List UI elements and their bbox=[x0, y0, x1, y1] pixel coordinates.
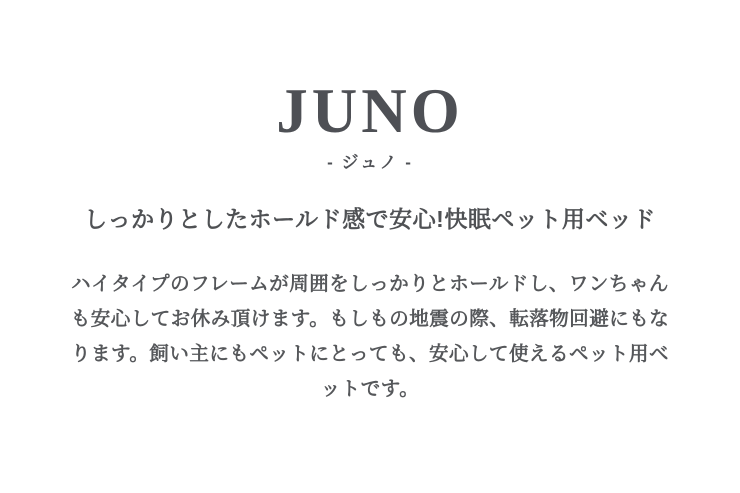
product-headline: しっかりとしたホールド感で安心!快眠ペット用ベッド bbox=[84, 206, 656, 232]
brand-logo: JUNO bbox=[276, 76, 464, 146]
product-description: ハイタイプのフレームが周囲をしっかりとホールドし、ワンちゃんも安心してお休み頂けます。もしもの地震の際、転落物回避にもなります。飼い主にもペットにとっても、安心して使えるペット用ベットです。 bbox=[70, 273, 670, 400]
brand-subtitle: - ジュノ - bbox=[327, 153, 413, 172]
